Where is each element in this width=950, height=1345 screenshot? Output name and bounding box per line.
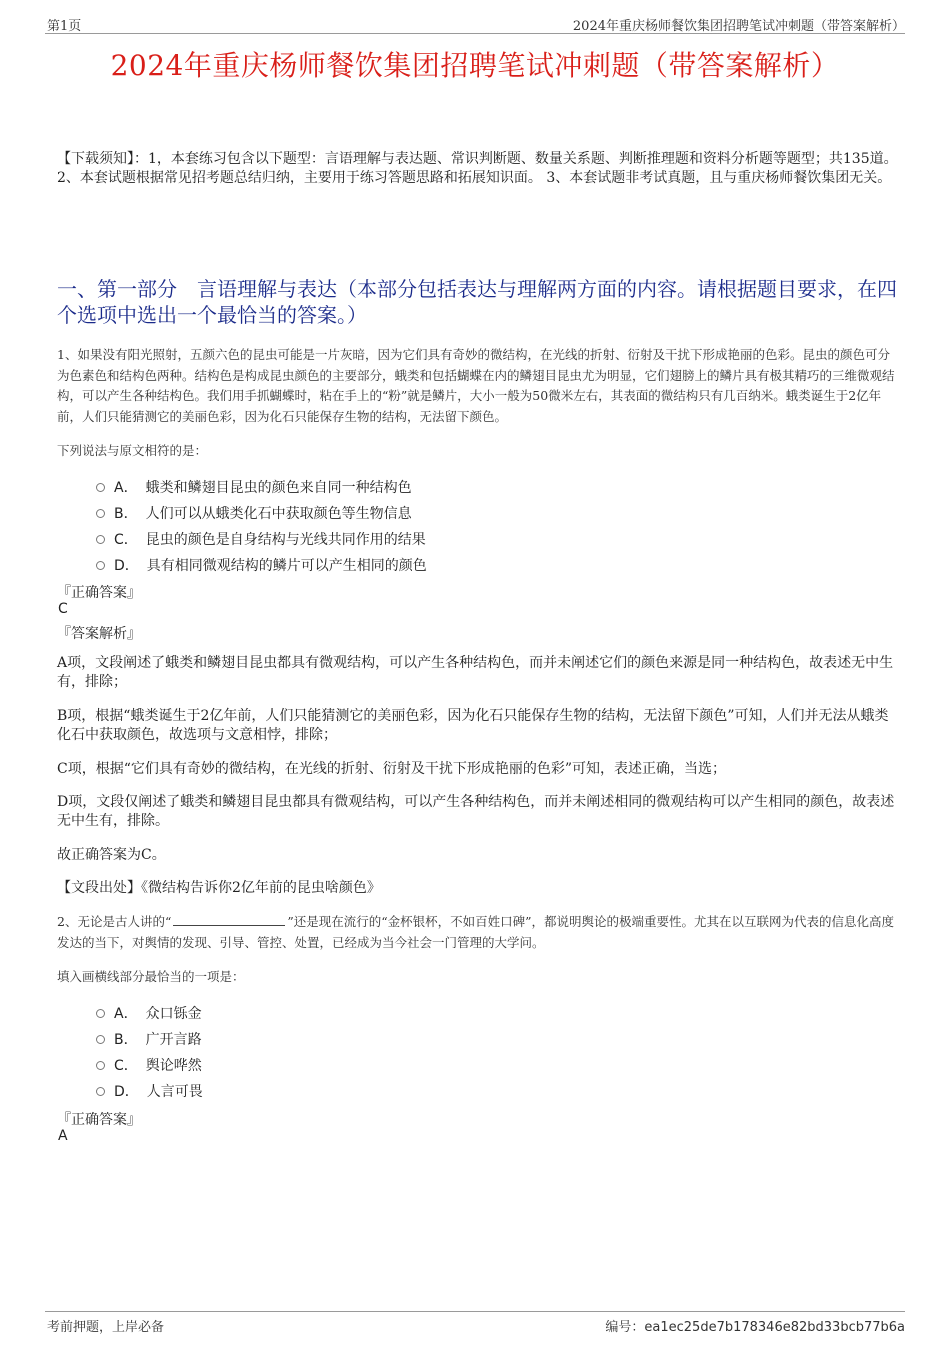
radio-icon[interactable] bbox=[96, 1087, 105, 1096]
q2-option-a[interactable] bbox=[96, 1003, 202, 1023]
option-letter: C． bbox=[114, 1058, 138, 1074]
option-text: 人言可畏 bbox=[146, 1084, 203, 1100]
radio-icon[interactable] bbox=[96, 1035, 105, 1044]
q1-answer-label: 『正确答案』 bbox=[57, 585, 141, 601]
option-text: 蛾类和鳞翅目昆虫的颜色来自同一种结构色 bbox=[145, 480, 412, 496]
q2-option-c[interactable] bbox=[96, 1055, 202, 1075]
q1-option-d[interactable] bbox=[96, 555, 427, 575]
q1-answer: C bbox=[58, 601, 68, 617]
question-1-prompt: 下列说法与原文相符的是： bbox=[57, 443, 208, 458]
radio-icon[interactable] bbox=[96, 1009, 105, 1018]
question-2-text bbox=[57, 912, 899, 953]
download-notice: 【下载须知】：1，本套练习包含以下题型：言语理解与表达题、常识判断题、数量关系题、判断推理题和资料分析题等题型；共135道。 2、本套试题根据常见招考题总结归纳，主要用于练习答题思路和拓展知识面。 3、本套试题非考试真题，且与重庆杨师餐饮集团无关。 bbox=[57, 151, 898, 186]
radio-icon[interactable] bbox=[96, 509, 105, 518]
q1-analysis-b: B项，根据“蛾类诞生于2亿年前，人们只能猜测它的美丽色彩，因为化石只能保存生物的结构，无法留下颜色”可知，人们并无法从蛾类化石中获取颜色，故选项与文意相悖，排除； bbox=[57, 708, 889, 743]
q1-analysis-c: C项，根据“它们具有奇妙的微结构，在光线的折射、衍射及干扰下形成艳丽的色彩”可知，表述正确，当选； bbox=[57, 761, 727, 777]
q2-text-after: ”还是现在流行的“金杯银杯，不如百姓口碑”，都说明舆论的极端重要性。尤其在以互联网为代表的信息化高度发达的当下，对舆情的发现、引导、管控、处置，已经成为当今社会一门管理的大学问。 bbox=[57, 914, 895, 950]
q1-analysis-d: D项，文段仅阐述了蛾类和鳞翅目昆虫都具有微观结构，可以产生各种结构色，而并未阐述相同的微观结构可以产生相同的颜色，故表述无中生有，排除。 bbox=[57, 794, 895, 829]
option-text: 众口铄金 bbox=[145, 1006, 202, 1022]
q2-option-d[interactable] bbox=[96, 1081, 203, 1101]
option-text: 具有相同微观结构的鳞片可以产生相同的颜色 bbox=[146, 558, 427, 574]
q2-answer: A bbox=[58, 1128, 68, 1144]
q1-option-a[interactable] bbox=[96, 477, 412, 497]
fill-blank bbox=[173, 913, 285, 926]
radio-icon[interactable] bbox=[96, 483, 105, 492]
option-letter: A． bbox=[114, 1006, 138, 1022]
q1-conclusion: 故正确答案为C。 bbox=[57, 847, 166, 863]
radio-icon[interactable] bbox=[96, 535, 105, 544]
option-letter: B． bbox=[114, 1032, 138, 1048]
footer-code-value: ea1ec25de7b178346e82bd33bcb77b6a bbox=[644, 1320, 905, 1335]
q2-answer-label: 『正确答案』 bbox=[57, 1112, 141, 1128]
radio-icon[interactable] bbox=[96, 561, 105, 570]
option-letter: D． bbox=[114, 558, 139, 574]
header-divider bbox=[45, 33, 905, 34]
q1-option-b[interactable] bbox=[96, 503, 412, 523]
footer-code-label: 编号： bbox=[605, 1320, 645, 1335]
q1-source: 【文段出处】《微结构告诉你2亿年前的昆虫啥颜色》 bbox=[57, 880, 381, 896]
header-doc-title: 2024年重庆杨师餐饮集团招聘笔试冲刺题（带答案解析） bbox=[572, 19, 905, 34]
q2-text-before: 2、无论是古人讲的“ bbox=[57, 914, 172, 929]
option-text: 昆虫的颜色是自身结构与光线共同作用的结果 bbox=[145, 532, 426, 548]
footer-divider bbox=[45, 1311, 905, 1312]
radio-icon[interactable] bbox=[96, 1061, 105, 1070]
option-letter: D． bbox=[114, 1084, 139, 1100]
option-letter: B． bbox=[114, 506, 138, 522]
page-number: 第1页 bbox=[47, 19, 82, 34]
footer-code bbox=[605, 1316, 905, 1335]
q2-option-b[interactable] bbox=[96, 1029, 202, 1049]
q1-analysis-label: 『答案解析』 bbox=[57, 626, 141, 642]
option-text: 人们可以从蛾类化石中获取颜色等生物信息 bbox=[145, 506, 412, 522]
footer-slogan: 考前押题，上岸必备 bbox=[47, 1320, 165, 1335]
option-text: 广开言路 bbox=[145, 1032, 202, 1048]
option-text: 舆论哗然 bbox=[145, 1058, 202, 1074]
question-1-text: 1、如果没有阳光照射，五颜六色的昆虫可能是一片灰暗，因为它们具有奇妙的微结构，在光线的折射、衍射及干扰下形成艳丽的色彩。昆虫的颜色可分为色素色和结构色两种。结构色是构成昆虫颜色的主要部分，蛾类和包括蝴蝶在内的鳞翅目昆虫尤为明显，它们翅膀上的鳞片具有极其精巧的三维微观结构，可以产生各种结构色。我们用手抓蝴蝶时，粘在手上的“粉”就是鳞片，大小一般为50微米左右，其表面的微结构只有几百纳米。蛾类诞生于2亿年前，人们只能猜测它的美丽色彩，因为化石只能保存生物的结构，无法留下颜色。 bbox=[57, 347, 895, 424]
q1-option-c[interactable] bbox=[96, 529, 426, 549]
page-title: 2024年重庆杨师餐饮集团招聘笔试冲刺题（带答案解析） bbox=[110, 49, 840, 82]
section-heading: 一、第一部分 言语理解与表达（本部分包括表达与理解两方面的内容。请根据题目要求，在四个选项中选出一个最恰当的答案。） bbox=[57, 277, 897, 327]
q1-analysis-a: A项，文段阐述了蛾类和鳞翅目昆虫都具有微观结构，可以产生各种结构色，而并未阐述它们的颜色来源是同一种结构色，故表述无中生有，排除； bbox=[57, 655, 894, 690]
option-letter: C． bbox=[114, 532, 138, 548]
question-2-prompt: 填入画横线部分最恰当的一项是： bbox=[57, 969, 245, 984]
option-letter: A． bbox=[114, 480, 138, 496]
